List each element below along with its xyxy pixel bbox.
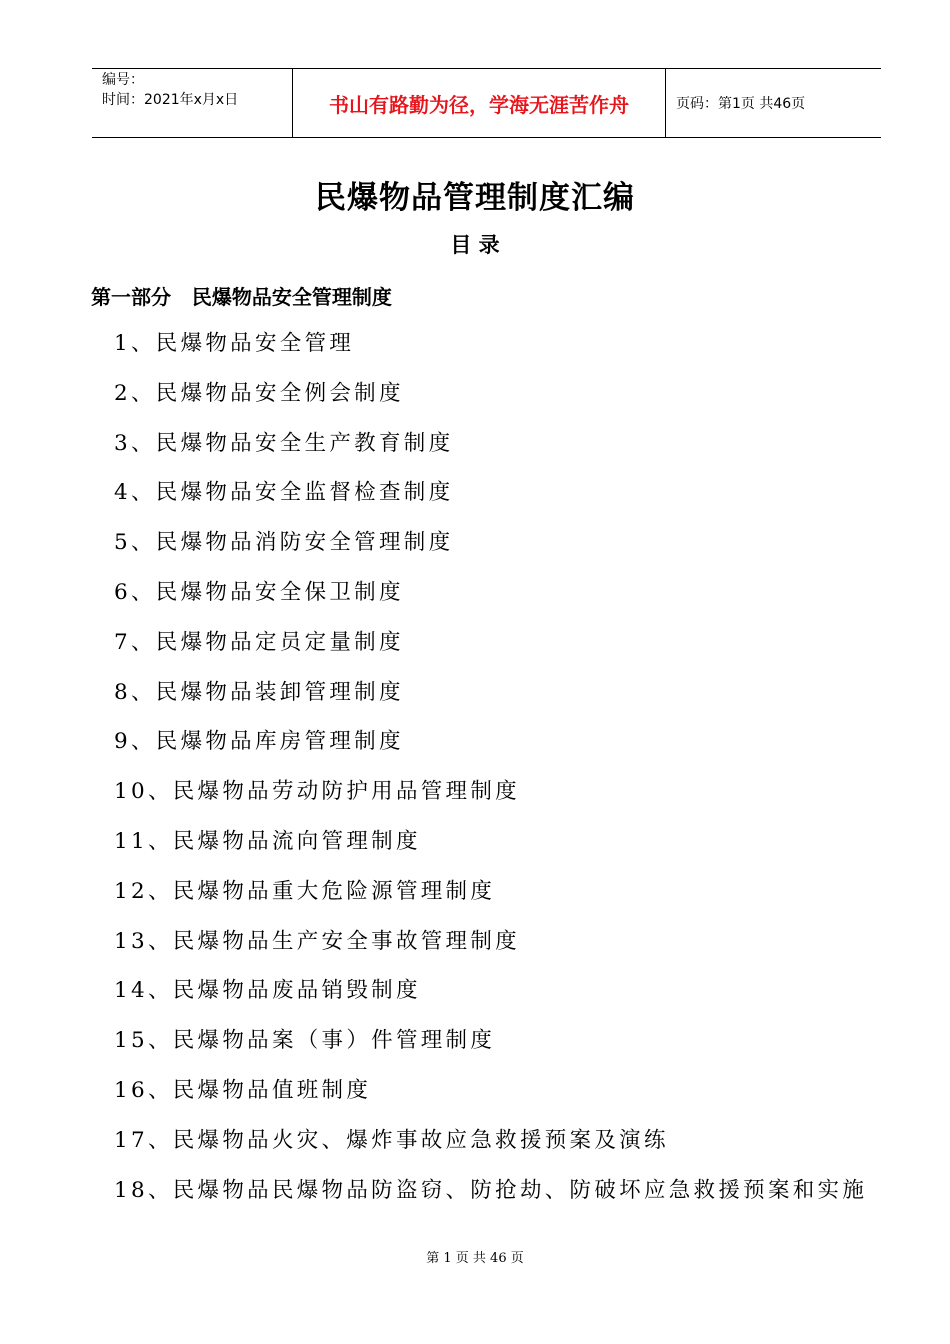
page-footer: 第 1 页 共 46 页 xyxy=(426,1251,524,1266)
toc-item: 4、民爆物品安全监督检查制度 xyxy=(114,480,454,506)
toc-item: 1、民爆物品安全管理 xyxy=(114,331,355,356)
toc-item: 15、民爆物品案（事）件管理制度 xyxy=(114,1028,496,1054)
toc-item: 3、民爆物品安全生产教育制度 xyxy=(114,430,454,456)
number-label: 编号： xyxy=(102,72,144,88)
toc-item: 17、民爆物品火灾、爆炸事故应急救援预案及演练 xyxy=(114,1127,669,1153)
toc-item: 9、民爆物品库房管理制度 xyxy=(114,729,404,755)
motto-cell xyxy=(293,69,666,137)
page-info-cell xyxy=(666,69,881,137)
toc-item: 2、民爆物品安全例会制度 xyxy=(114,380,404,406)
toc-item: 13、民爆物品生产安全事故管理制度 xyxy=(114,928,520,954)
toc-item: 5、民爆物品消防安全管理制度 xyxy=(114,530,454,556)
header-table xyxy=(92,68,881,138)
toc-item: 7、民爆物品定员定量制度 xyxy=(114,629,404,655)
section-heading: 第一部分 民爆物品安全管理制度 xyxy=(91,285,392,309)
motto-text: 书山有路勤为径，学海无涯苦作舟 xyxy=(329,92,629,117)
toc-heading: 目 录 xyxy=(450,233,500,257)
document-title: 民爆物品管理制度汇编 xyxy=(315,180,635,216)
toc-item: 12、民爆物品重大危险源管理制度 xyxy=(114,878,496,904)
toc-item: 10、民爆物品劳动防护用品管理制度 xyxy=(114,779,520,805)
toc-item: 8、民爆物品装卸管理制度 xyxy=(114,679,404,705)
toc-item: 14、民爆物品废品销毁制度 xyxy=(114,978,421,1004)
header-meta-cell xyxy=(92,69,293,137)
toc-item: 11、民爆物品流向管理制度 xyxy=(114,828,421,854)
toc-item: 6、民爆物品安全保卫制度 xyxy=(114,579,404,605)
toc-item: 16、民爆物品值班制度 xyxy=(114,1077,372,1103)
toc-item: 18、民爆物品民爆物品防盗窃、防抢劫、防破坏应急救援预案和实施 xyxy=(114,1177,868,1203)
toc-list xyxy=(114,327,867,1223)
time-label: 时间：2021年x月x日 xyxy=(102,92,239,108)
page-info-text: 页码：第1页 共46页 xyxy=(676,96,806,112)
